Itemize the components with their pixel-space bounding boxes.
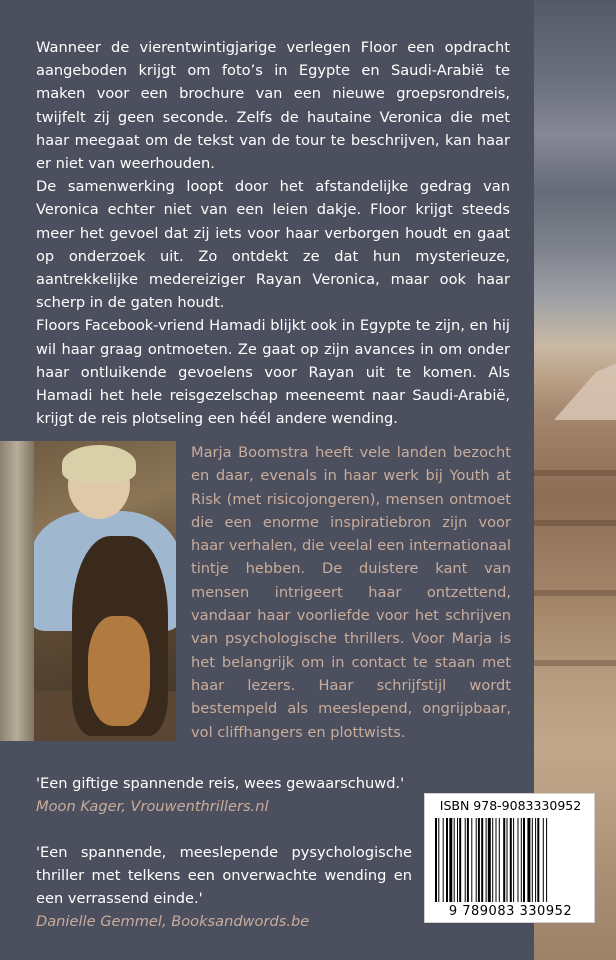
barcode-bar	[467, 818, 469, 902]
barcode-bars	[435, 818, 586, 902]
barcode-digits: 9 789083 330952	[448, 904, 573, 919]
quote-text: 'Een spannende, meeslepende pysychologische thriller met telkens een onverwachte wending en een verrassend einde.'	[36, 844, 412, 907]
barcode-bar	[503, 818, 505, 902]
barcode-bar	[527, 818, 530, 902]
review-quote-2	[36, 841, 412, 933]
barcode-bar	[546, 818, 547, 902]
barcode-bar	[499, 818, 500, 902]
photo-hair	[62, 445, 136, 483]
barcode-bar	[476, 818, 477, 902]
barcode-bar	[457, 818, 458, 902]
quote-source: Danielle Gemmel, Booksandwords.be	[36, 913, 310, 930]
photo-wooden-post	[0, 441, 34, 741]
barcode-bar	[435, 818, 437, 902]
review-quote-1	[36, 772, 436, 818]
barcode-bar	[496, 818, 497, 902]
barcode-bar	[486, 818, 487, 902]
isbn-barcode	[424, 793, 595, 923]
barcode-bar	[510, 818, 512, 902]
isbn-label: ISBN 978-9083330952	[439, 798, 582, 813]
barcode-bar	[443, 818, 444, 902]
barcode-bar	[481, 818, 483, 902]
rock-layer	[534, 470, 616, 476]
barcode-bar	[535, 818, 536, 902]
barcode-bar	[521, 818, 522, 902]
barcode-bar	[537, 818, 539, 902]
barcode-bar	[492, 818, 493, 902]
barcode-bar	[471, 818, 472, 902]
blurb-paragraph: Wanneer de vierentwintigjarige verlegen Floor een opdracht aangeboden krijgt om foto’s in Egypte en Saudi-Arabië te maken voor een brochure van een nieuwe groepsrondreis, twijfelt zij geen seconde. Zelfs de hautaine Veronica die met haar meegaat om de tekst van de tour te beschrijven, kan haar er niet van weerhouden.	[36, 39, 510, 173]
rock-layer	[534, 660, 616, 666]
barcode-bar	[518, 818, 519, 902]
blurb-text	[36, 36, 510, 430]
author-photo	[0, 441, 176, 741]
blurb-paragraph: Floors Facebook-vriend Hamadi blijkt ook in Egypte te zijn, en hij wil haar graag ontmoeten. Ze gaat op zijn avances in om onder haar ontluikende gevoelens voor Rayan uit te komen. Als Hamadi het hele reisgezelschap meeneemt naar Saudi-Arabië, krijgt de reis plotseling een héél andere wending.	[36, 317, 510, 428]
blurb-paragraph: De samenwerking loopt door het afstandelijke gedrag van Veronica echter niet van een leien dakje. Floor krijgt steeds meer het gevoel dat zij iets voor haar verborgen houdt en gaat op onderzoek uit. Zo ontdekt ze dat hun mysterieuze, aantrekkelijke medereiziger Rayan Veronica, maar ook haar scherp in de gaten houdt.	[36, 178, 510, 312]
barcode-bar	[543, 818, 544, 902]
quote-source: Moon Kager, Vrouwenthrillers.nl	[36, 798, 269, 815]
barcode-bar	[523, 818, 525, 902]
barcode-bar	[507, 818, 508, 902]
quote-text: 'Een giftige spannende reis, wees gewaarschuwd.'	[36, 775, 405, 792]
barcode-bar	[465, 818, 466, 902]
barcode-bar	[449, 818, 452, 902]
barcode-bar	[532, 818, 533, 902]
rock-layer	[534, 520, 616, 526]
barcode-bar	[438, 818, 439, 902]
barcode-bar	[513, 818, 514, 902]
photo-dog-chest	[88, 616, 150, 726]
barcode-bar	[488, 818, 491, 902]
barcode-bar	[446, 818, 448, 902]
barcode-bar	[454, 818, 455, 902]
barcode-bar	[478, 818, 480, 902]
author-bio: Marja Boomstra heeft vele landen bezocht en daar, evenals in haar werk bij Youth at Risk (met risicojongeren), mensen ontmoet die een enorme inspiratiebron zijn voor haar verhalen, die veelal een internationaal tintje hebben. De duistere kant van mensen intrigeert haar ontzettend, vandaar haar voorliefde voor het schrijven van psychologische thrillers. Voor Marja is het belangrijk om in contact te staan met haar lezers. Haar schrijfstijl wordt bestempeld als meeslepend, ongrijpbaar, vol cliffhangers en plottwists.	[191, 444, 511, 741]
rock-ridge	[554, 360, 616, 420]
rock-layer	[534, 590, 616, 596]
barcode-bar	[459, 818, 461, 902]
